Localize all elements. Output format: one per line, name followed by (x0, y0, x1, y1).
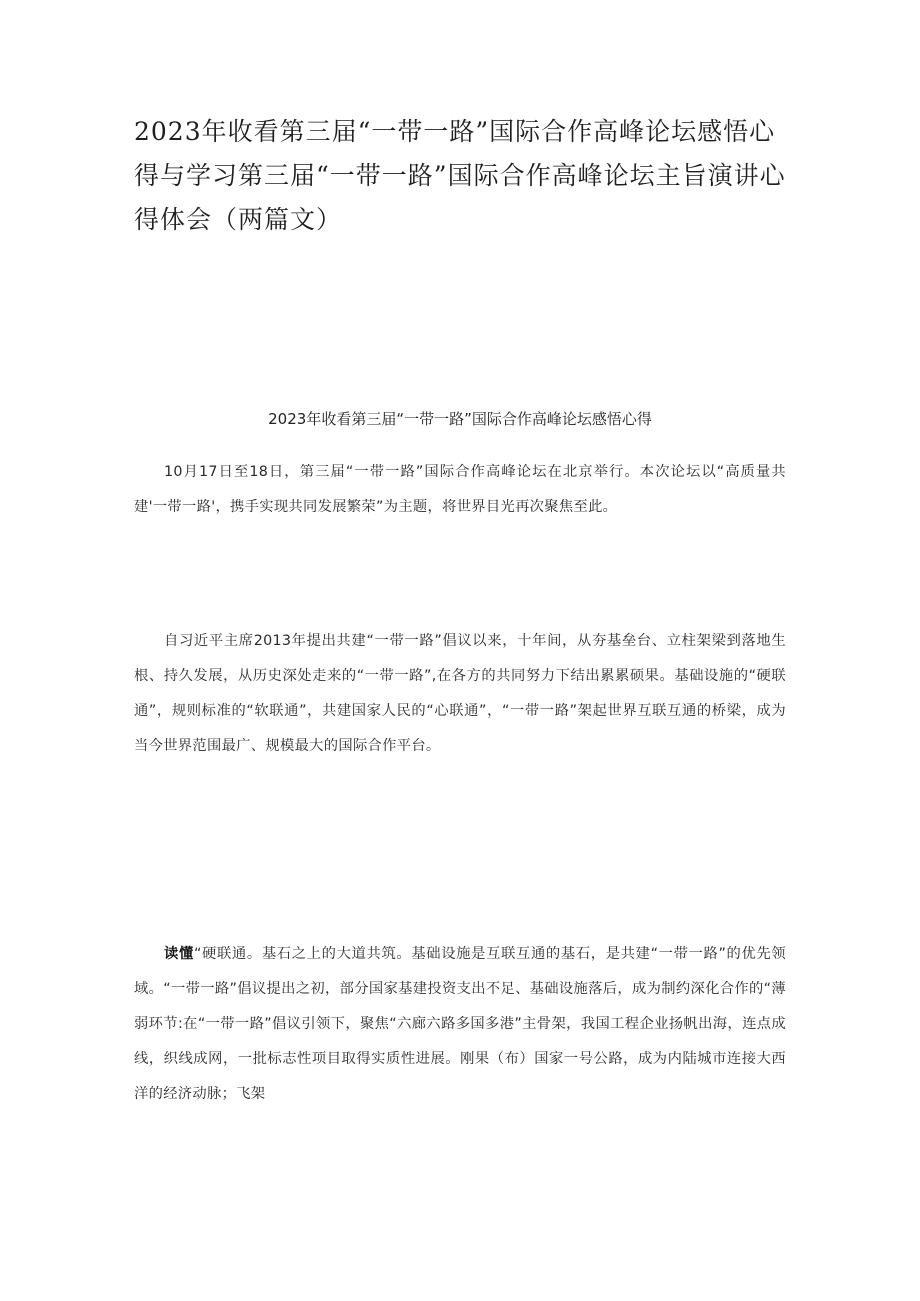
paragraph-3 (134, 937, 786, 1112)
paragraph-2 (134, 624, 786, 764)
paragraph-2-text: 自习近平主席2013年提出共建“一带一路”倡议以来，十年间，从夯基垒台、立柱架梁到落地生根、持久发展，从历史深处走来的“一带一路”,在各方的共同努力下结出累累硕果。基础设施的“硬联通”，规则标准的“软联通”，共建国家人民的“心联通”，“一带一路”架起世界互联互通的桥梁，成为当今世界范围最广、规模最大的国际合作平台。 (134, 633, 786, 754)
paragraph-3-text: “硬联通。基石之上的大道共筑。基础设施是互联互通的基石，是共建“一带一路”的优先领域。“一带一路”倡议提出之初，部分国家基建投资支出不足、基础设施落后，成为制约深化合作的“薄弱环节:在“一带一路”倡议引领下，聚焦“六廊六路多国多港”主骨架，我国工程企业扬帆出海，连点成线，织线成网，一批标志性项目取得实质性进展。刚果（布）国家一号公路，成为内陆城市连接大西洋的经济动脉；飞架 (134, 946, 786, 1102)
paragraph-1-text: 10月17日至18日，第三届“一带一路”国际合作高峰论坛在北京举行。本次论坛以“高质量共建'一带一路'，携手实现共同发展繁荣”为主题，将世界目光再次聚焦至此。 (134, 464, 786, 515)
paragraph-1 (134, 455, 786, 525)
document-title: 2023年收看第三届“一带一路”国际合作高峰论坛感悟心得与学习第三届“一带一路”国际合作高峰论坛主旨演讲心得体会（两篇文） (134, 117, 786, 234)
paragraph-3-lead: 读懂 (164, 946, 194, 962)
section-title: 2023年收看第三届“一带一路”国际合作高峰论坛感悟心得 (268, 410, 652, 428)
